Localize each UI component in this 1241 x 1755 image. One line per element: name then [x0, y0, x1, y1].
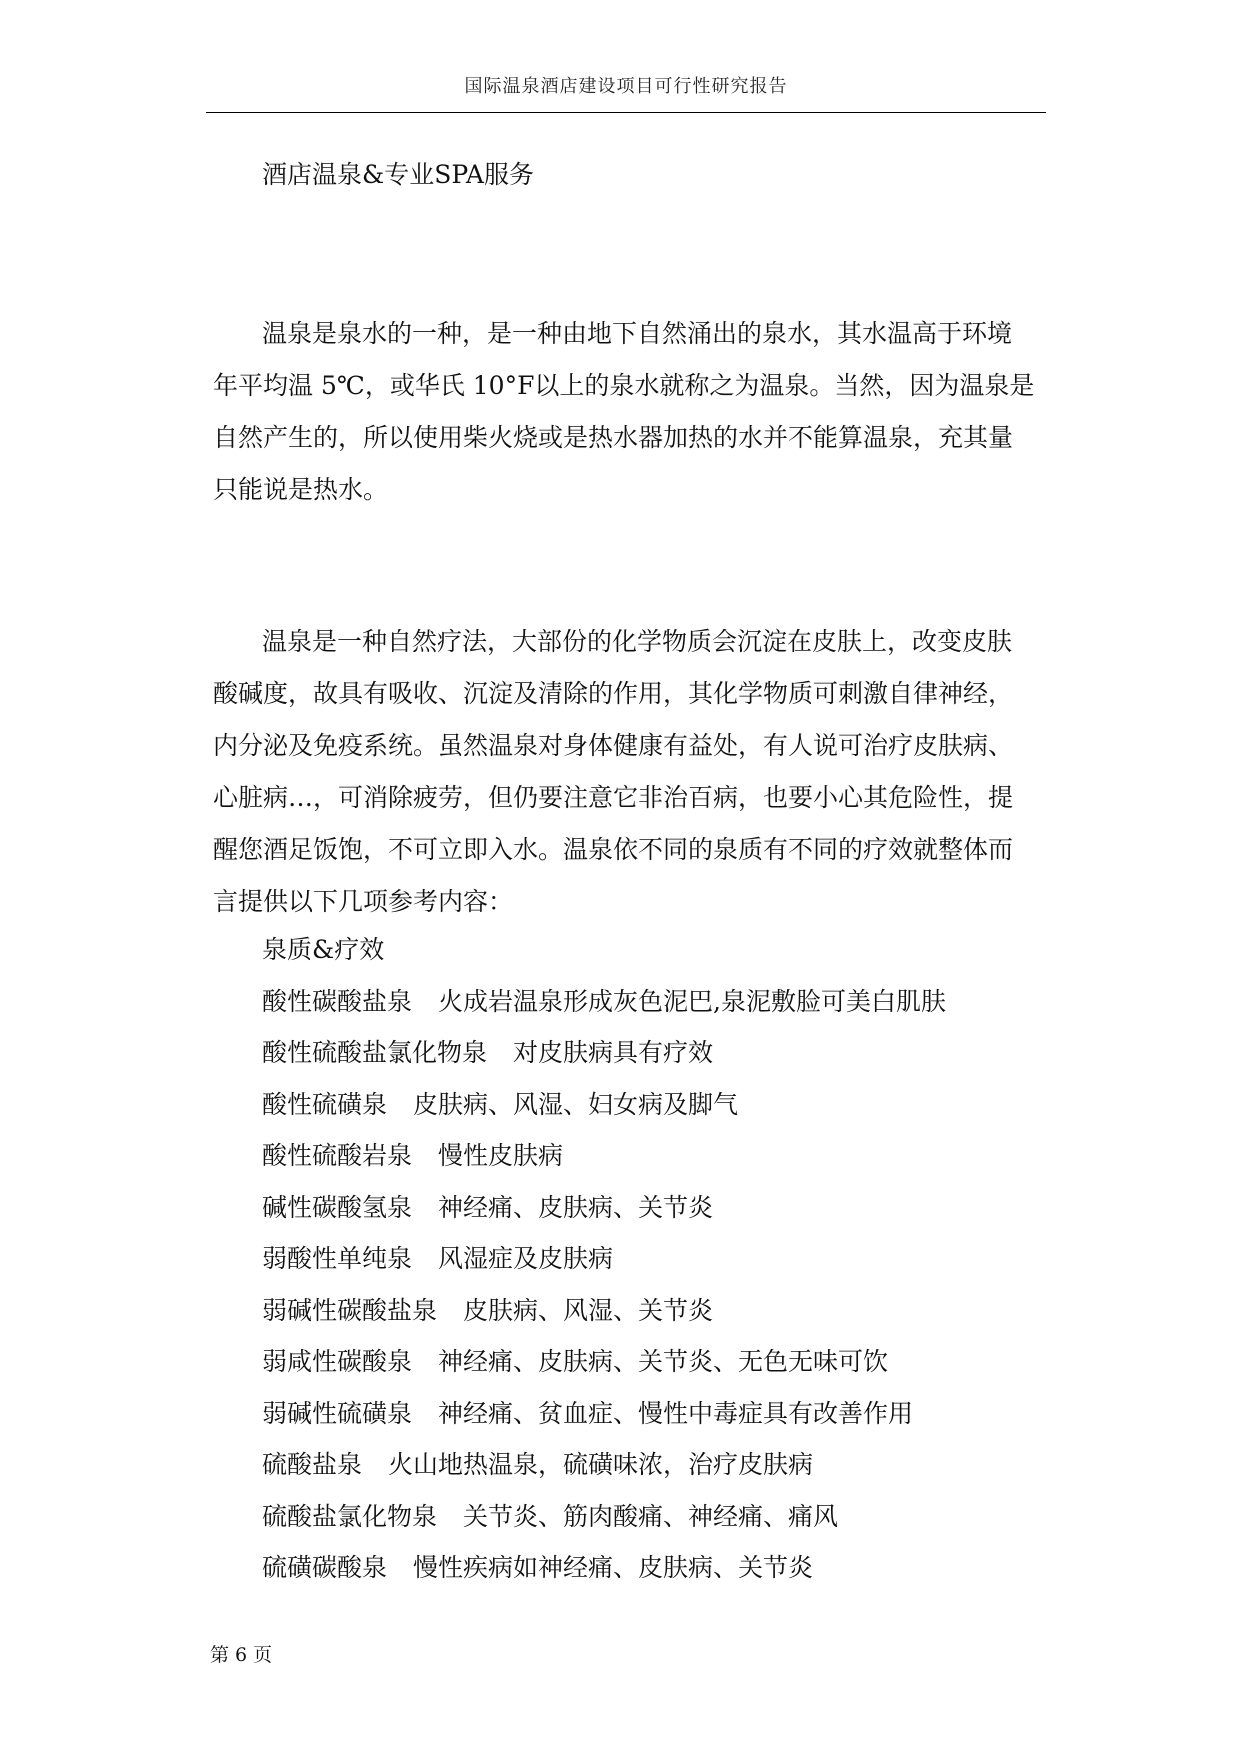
- list-item: [262, 1027, 1062, 1079]
- list-item: [262, 1439, 1062, 1491]
- paragraph-line: 温泉是一种自然疗法，大部份的化学物质会沉淀在皮肤上，改变皮肤: [262, 627, 1013, 656]
- paragraph-line: 温泉是泉水的一种，是一种由地下自然涌出的泉水，其水温高于环境: [262, 319, 1013, 348]
- list-item: [262, 1285, 1062, 1337]
- spring-effect: 神经痛、皮肤病、关节炎: [438, 1192, 714, 1222]
- spring-type: 弱碱性碳酸盐泉: [262, 1295, 438, 1325]
- spring-type-list: [262, 924, 1062, 1594]
- list-item: [262, 1388, 1062, 1440]
- list-item: [262, 1079, 1062, 1131]
- list-item: [262, 1491, 1062, 1543]
- list-item: [262, 976, 1062, 1028]
- spring-type: 碱性碳酸氢泉: [262, 1192, 413, 1222]
- spring-type: 硫酸盐氯化物泉: [262, 1501, 438, 1531]
- section-title: 酒店温泉&专业SPA服务: [262, 160, 534, 189]
- spring-type: 弱酸性单纯泉: [262, 1244, 413, 1273]
- spring-type: 弱咸性碳酸泉: [262, 1347, 413, 1376]
- spring-effect: 皮肤病、风湿、妇女病及脚气: [413, 1089, 739, 1119]
- spring-effect: 皮肤病、风湿、关节炎: [463, 1295, 714, 1325]
- spring-type: 酸性碳酸盐泉: [262, 986, 413, 1016]
- spring-effect: 关节炎、筋肉酸痛、神经痛、痛风: [463, 1501, 839, 1531]
- running-header: 国际温泉酒店建设项目可行性研究报告: [464, 76, 788, 97]
- header-divider: [206, 112, 1046, 113]
- spring-effect: 对皮肤病具有疗效: [513, 1038, 714, 1067]
- spring-effect: 神经痛、皮肤病、关节炎、无色无味可饮: [438, 1347, 889, 1376]
- page-number: 第 6 页: [210, 1644, 273, 1666]
- paragraph-line: 醒您酒足饭饱，不可立即入水。温泉依不同的泉质有不同的疗效就整体而: [213, 835, 1014, 864]
- paragraph-line: 只能说是热水。: [213, 475, 389, 504]
- list-item: [262, 1130, 1062, 1182]
- spring-type: 硫磺碳酸泉: [262, 1553, 388, 1582]
- paragraph-line: 酸碱度，故具有吸收、沉淀及清除的作用，其化学物质可刺激自律神经，: [213, 679, 1014, 708]
- paragraph-hot-spring-definition: [213, 308, 1053, 516]
- spring-type: 弱碱性硫磺泉: [262, 1398, 413, 1428]
- spring-effect: 火成岩温泉形成灰色泥巴,泉泥敷脸可美白肌肤: [438, 986, 946, 1016]
- list-item: [262, 1233, 1062, 1285]
- spring-type: 酸性硫酸盐氯化物泉: [262, 1038, 488, 1067]
- paragraph-line: 年平均温 5℃，或华氏 10°F以上的泉水就称之为温泉。当然，因为温泉是: [213, 371, 1035, 400]
- list-heading: 泉质&疗效: [262, 935, 385, 964]
- list-item: [262, 1336, 1062, 1388]
- spring-type: 硫酸盐泉: [262, 1450, 363, 1479]
- paragraph-line: 言提供以下几项参考内容：: [213, 887, 514, 916]
- spring-effect: 火山地热温泉，硫磺味浓，治疗皮肤病: [388, 1450, 814, 1479]
- spring-type: 酸性硫酸岩泉: [262, 1141, 413, 1170]
- spring-effect: 神经痛、贫血症、慢性中毒症具有改善作用: [438, 1398, 914, 1428]
- spring-effect: 慢性疾病如神经痛、皮肤病、关节炎: [413, 1553, 814, 1582]
- spring-effect: 风湿症及皮肤病: [438, 1244, 614, 1273]
- spring-type: 酸性硫磺泉: [262, 1089, 388, 1119]
- list-item: [262, 1542, 1062, 1594]
- list-item: [262, 1182, 1062, 1234]
- paragraph-line: 内分泌及免疫系统。虽然温泉对身体健康有益处，有人说可治疗皮肤病、: [213, 731, 1014, 760]
- paragraph-hot-spring-therapy: [213, 616, 1053, 928]
- paragraph-line: 心脏病…，可消除疲劳，但仍要注意它非治百病，也要小心其危险性，提: [213, 783, 1014, 812]
- spring-effect: 慢性皮肤病: [438, 1141, 564, 1170]
- paragraph-line: 自然产生的，所以使用柴火烧或是热水器加热的水并不能算温泉，充其量: [213, 423, 1014, 452]
